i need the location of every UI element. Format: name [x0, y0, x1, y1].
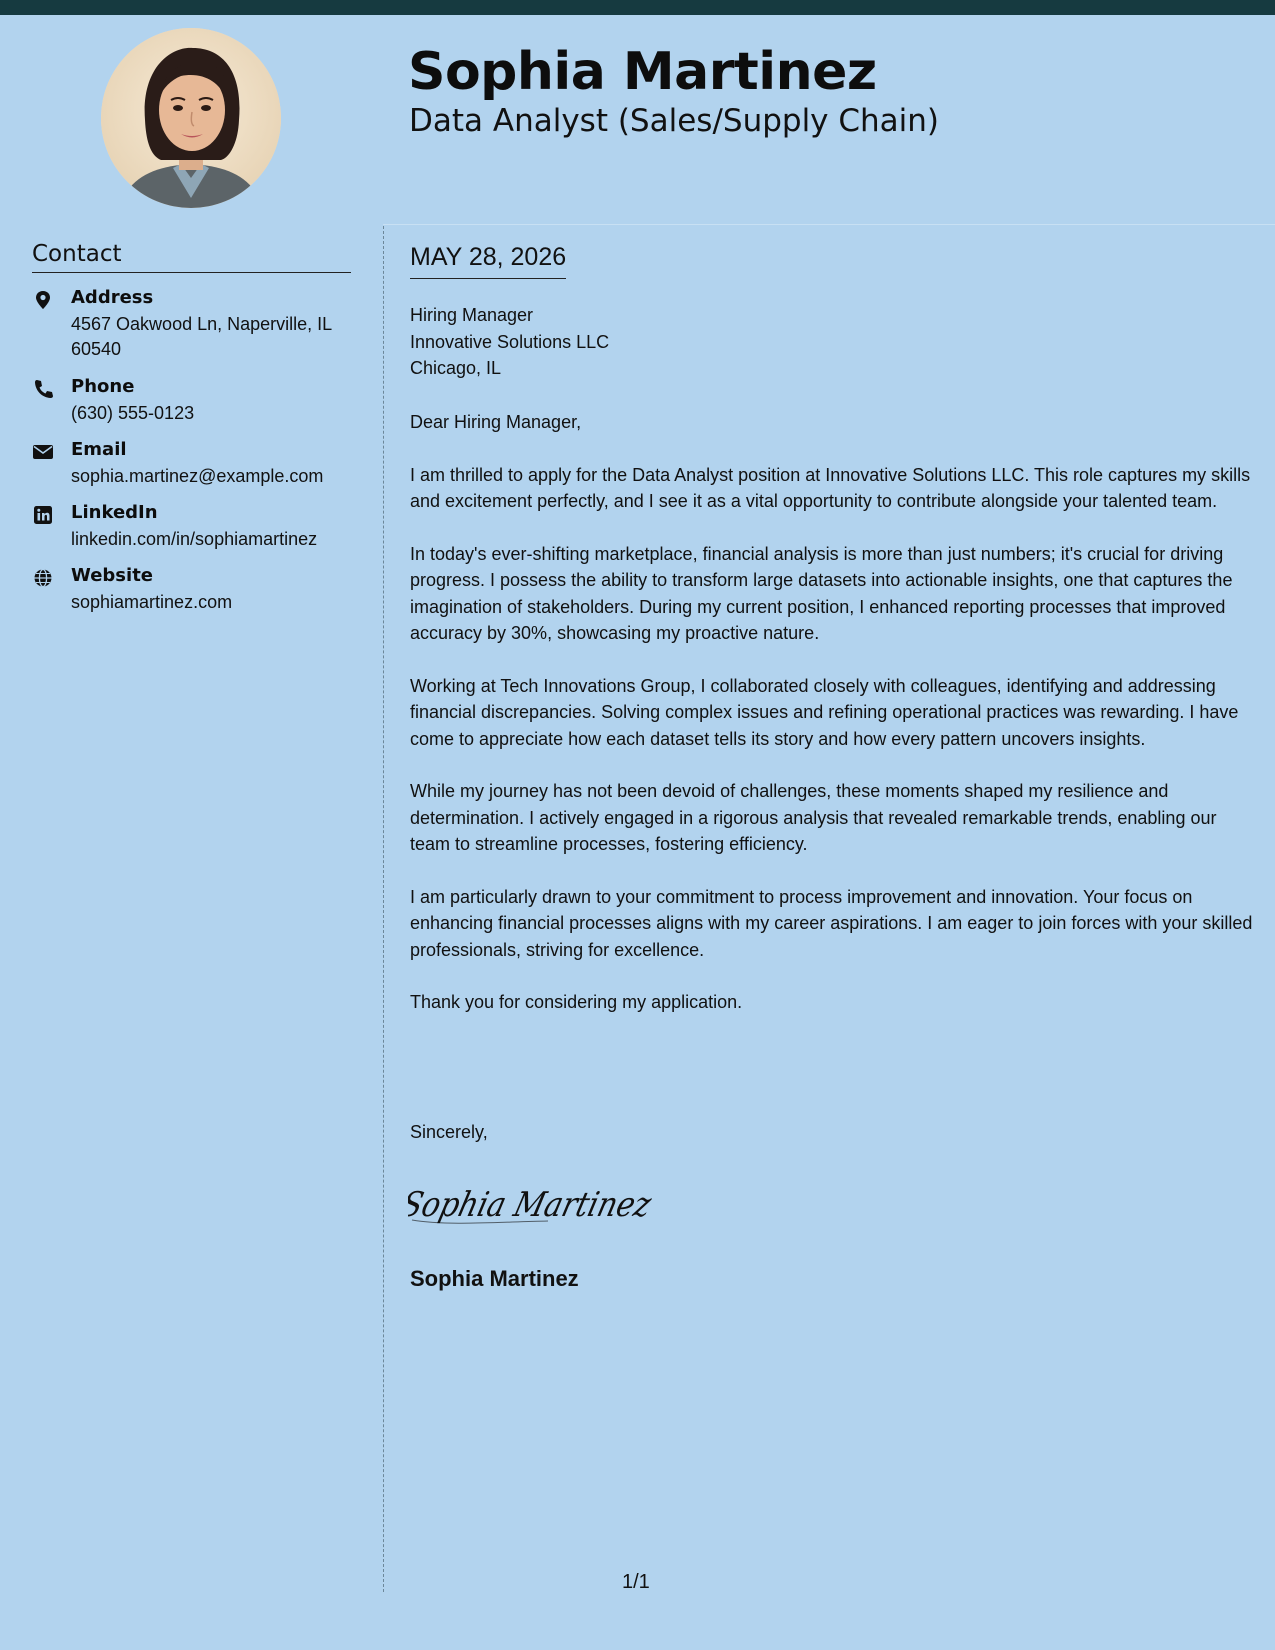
globe-icon [32, 568, 54, 588]
paragraph: I am thrilled to apply for the Data Analyst position at Innovative Solutions LLC. This role captures my skills and excitement perfectly, and I see it as a vital opportunity to contribute alongside your talented team. [410, 464, 1251, 511]
website-value[interactable]: sophiamartinez.com [71, 592, 233, 612]
contact-title: Contact [32, 241, 351, 273]
handwritten-signature [408, 1174, 678, 1239]
candidate-name: Sophia Martinez [408, 42, 877, 102]
paragraph: While my journey has not been devoid of challenges, these moments shaped my resilience and determination. I actively engaged in a rigorous analysis that revealed remarkable trends, enabling our team to streamline processes, fostering efficiency. [410, 781, 1217, 854]
address-label: Address [71, 287, 154, 308]
map-pin-icon [32, 290, 54, 310]
paragraph: Working at Tech Innovations Group, I collaborated closely with colleagues, identifying and addressing financial discrepancies. Solving complex issues and refining operational practices was rewarding. I have come to appreciate how each dataset tells its story and how every pattern uncovers insights. [410, 675, 1239, 749]
top-bar [0, 0, 1275, 15]
letter-body [410, 409, 1255, 1042]
signer-name: Sophia Martinez [410, 1266, 579, 1291]
phone-label: Phone [71, 376, 135, 397]
recipient-block [410, 302, 609, 382]
linkedin-value[interactable]: linkedin.com/in/sophiamartinez [71, 529, 318, 549]
letter-date: MAY 28, 2026 [410, 243, 566, 279]
linkedin-icon [32, 505, 54, 525]
column-divider [383, 226, 384, 1592]
header-rule [383, 224, 1275, 225]
address-value: 4567 Oakwood Ln, Naperville, IL 60540 [71, 314, 332, 359]
recipient-location: Chicago, IL [410, 358, 502, 378]
paragraph: I am particularly drawn to your commitment to process improvement and innovation. Your focus on enhancing financial processes aligns with my career aspirations. I am eager to join forces with your skilled professionals, striving for excellence. [410, 886, 1253, 960]
recipient-title: Hiring Manager [410, 305, 534, 325]
paragraph: In today's ever-shifting marketplace, financial analysis is more than just numbers; it's crucial for driving progress. I possess the ability to transform large datasets into actionable insights, one that captures the imagination of stakeholders. During my current position, I enhanced reporting processes that improved accuracy by 30%, showcasing my proactive nature. [410, 543, 1233, 643]
svg-text:Sophia Martinez: Sophia Martinez [408, 1185, 678, 1225]
recipient-company: Innovative Solutions LLC [410, 331, 610, 352]
email-value[interactable]: sophia.martinez@example.com [71, 466, 324, 486]
envelope-icon [32, 442, 54, 462]
closing: Sincerely, [410, 1122, 488, 1142]
website-label: Website [71, 565, 154, 586]
salutation: Dear Hiring Manager, [410, 412, 582, 432]
page-number: 1/1 [622, 1571, 650, 1593]
paragraph: Thank you for considering my application. [410, 992, 743, 1012]
email-label: Email [71, 439, 127, 460]
profile-photo [101, 28, 281, 208]
linkedin-label: LinkedIn [71, 502, 158, 523]
candidate-role: Data Analyst (Sales/Supply Chain) [409, 103, 940, 139]
phone-icon [32, 379, 54, 399]
phone-value: (630) 555-0123 [71, 403, 195, 423]
